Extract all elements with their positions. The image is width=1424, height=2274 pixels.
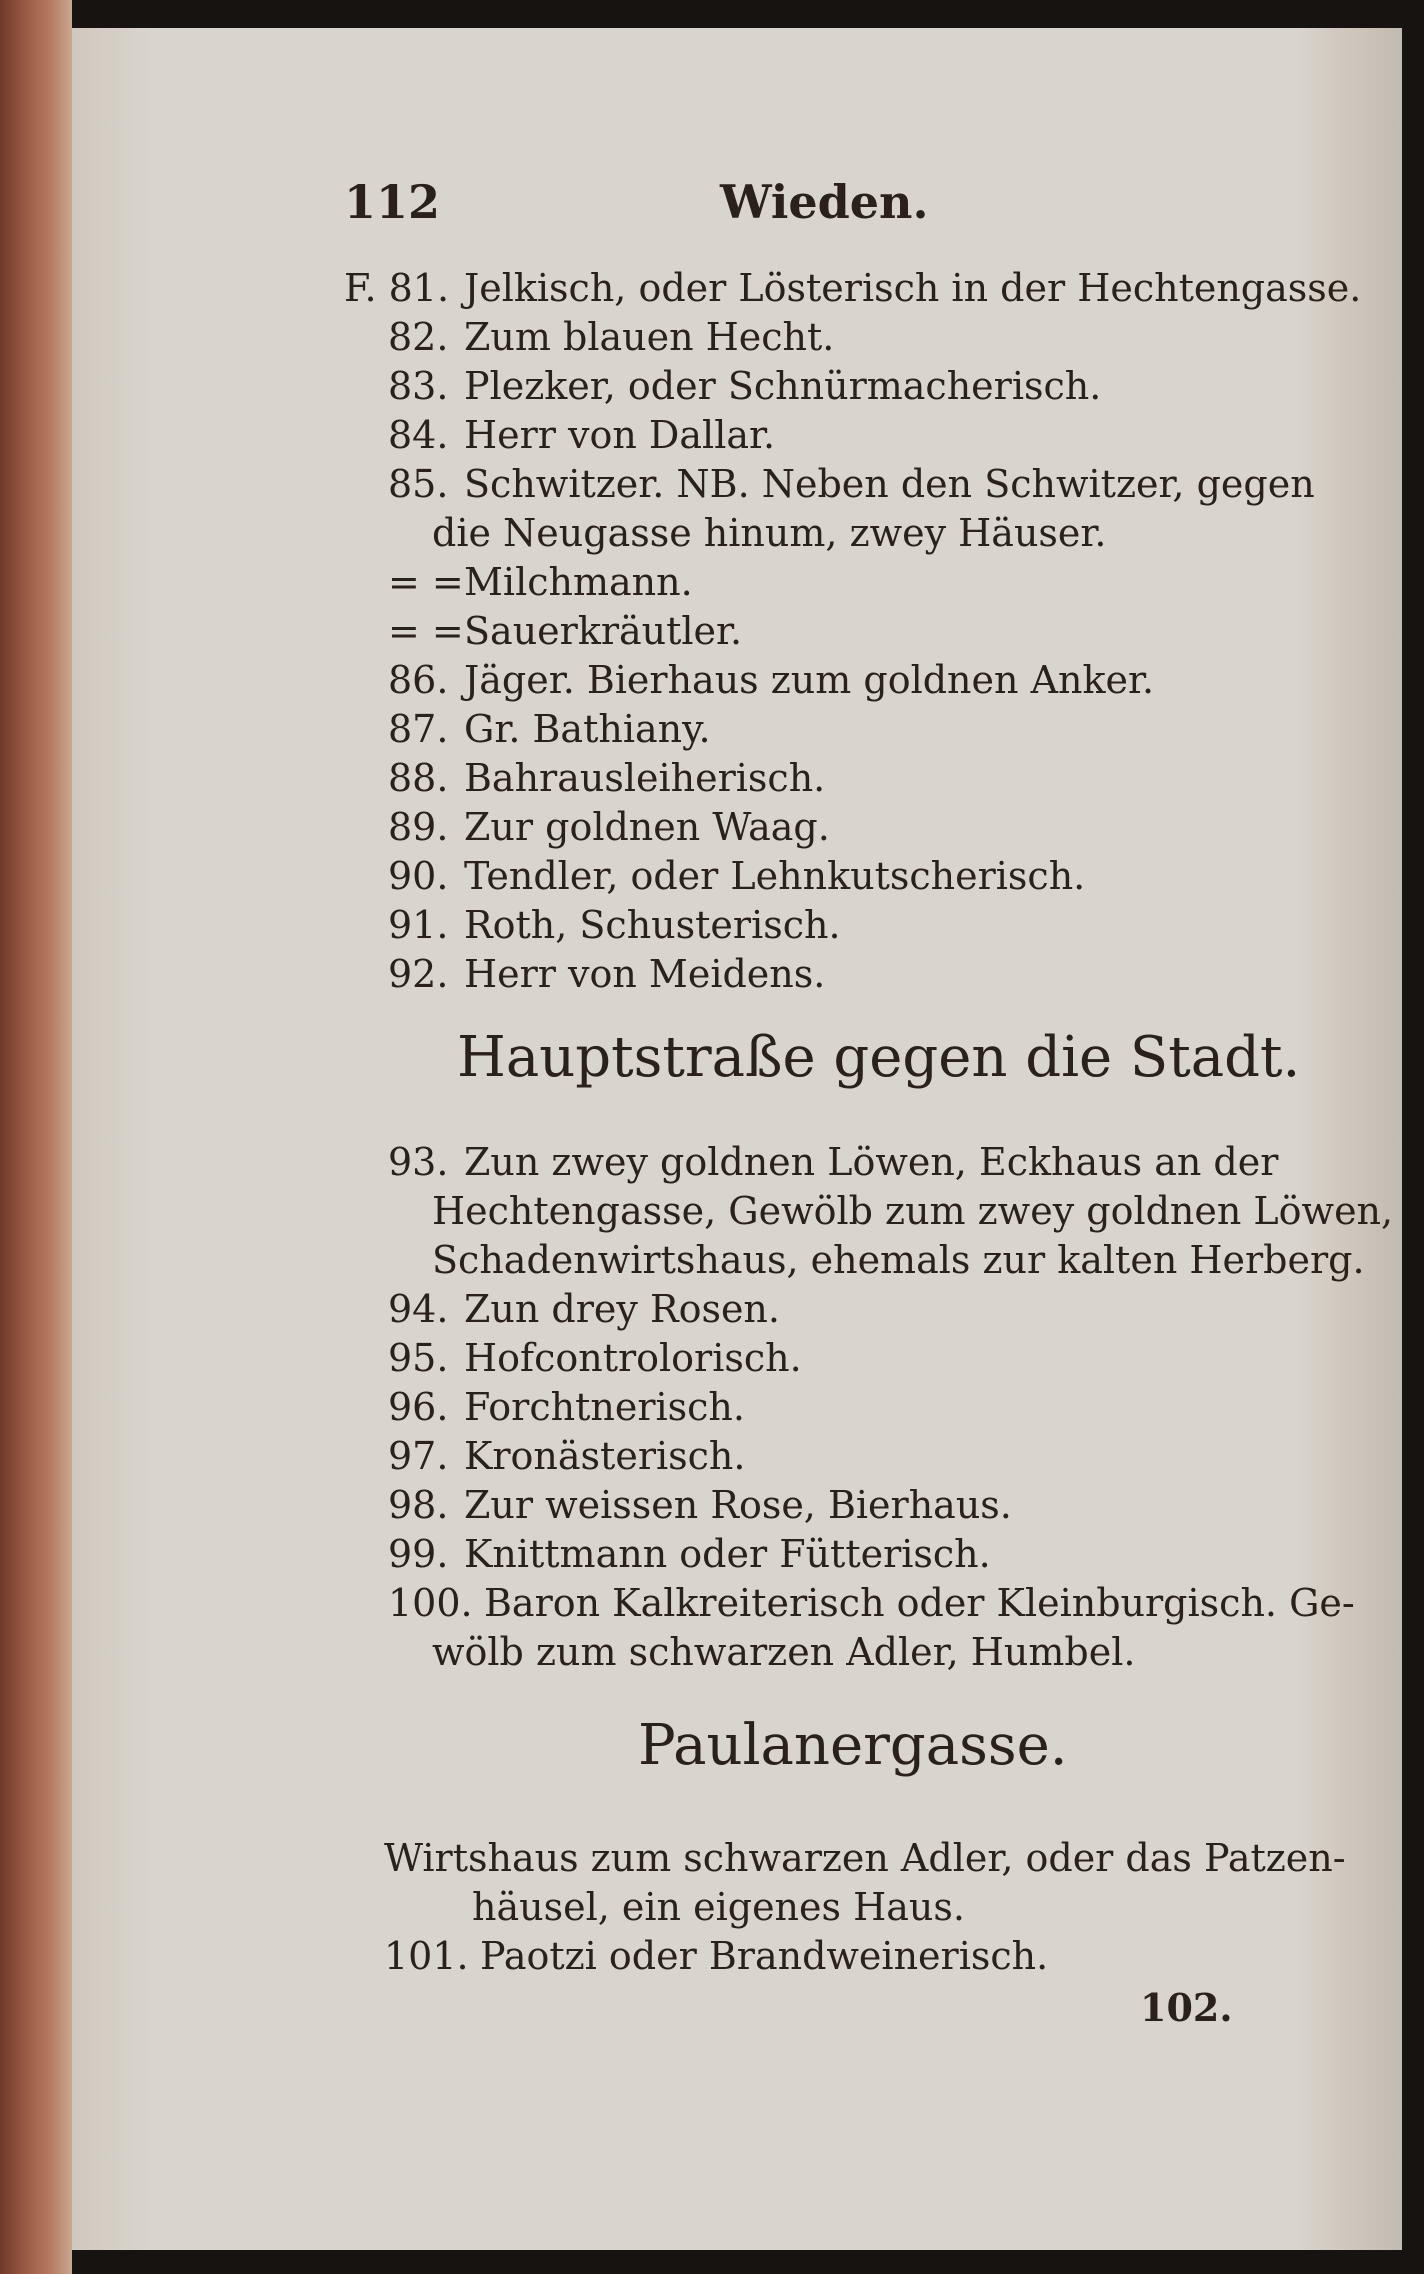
list-item xyxy=(388,658,1154,702)
entry-number: 89. xyxy=(388,805,449,849)
entry-number: 92. xyxy=(388,952,449,996)
list-item xyxy=(384,1934,1048,1978)
entry-number: 101. xyxy=(384,1934,469,1978)
entry-text: Herr von Dallar. xyxy=(464,413,776,457)
list-item xyxy=(388,1532,991,1576)
entry-text: Zur weissen Rose, Bierhaus. xyxy=(464,1483,1012,1527)
entry-text: Zur goldnen Waag. xyxy=(464,805,830,849)
list-item xyxy=(388,1434,745,1478)
entry-number: 93. xyxy=(388,1140,449,1184)
entry-number: 83. xyxy=(388,364,449,408)
entry-text: Zun zwey goldnen Löwen, Eckhaus an der xyxy=(464,1140,1279,1184)
entry-text: Jäger. Bierhaus zum goldnen Anker. xyxy=(464,658,1155,702)
ditto-mark: = = xyxy=(388,609,464,653)
entry-number: 87. xyxy=(388,707,449,751)
entry-number: 90. xyxy=(388,854,449,898)
entry-number: 82. xyxy=(388,315,449,359)
entry-text: wölb zum schwarzen Adler, Humbel. xyxy=(432,1630,1136,1674)
entry-text: Schadenwirtshaus, ehemals zur kalten Herberg. xyxy=(432,1238,1365,1282)
running-head: Wieden. xyxy=(720,175,929,229)
entry-number: 99. xyxy=(388,1532,449,1576)
entry-text: Knittmann oder Fütterisch. xyxy=(464,1532,991,1576)
entry-text: Schwitzer. NB. Neben den Schwitzer, gegen xyxy=(464,462,1315,506)
entry-number: 96. xyxy=(388,1385,449,1429)
ditto-mark: = = xyxy=(388,560,464,604)
list-item xyxy=(388,364,1101,408)
book-binding xyxy=(0,0,72,2274)
list-item xyxy=(388,1483,1012,1527)
list-item-continuation xyxy=(432,1238,1365,1282)
list-item xyxy=(388,952,825,996)
list-item xyxy=(344,266,1361,310)
list-item xyxy=(388,1140,1278,1184)
list-item-continuation xyxy=(432,1630,1135,1674)
list-item xyxy=(388,609,742,653)
entry-number: 94. xyxy=(388,1287,449,1331)
entry-text: Roth, Schusterisch. xyxy=(464,903,841,947)
entry-text: Baron Kalkreiterisch oder Kleinburgisch. Ge- xyxy=(484,1581,1355,1625)
list-item-continuation xyxy=(432,1189,1393,1233)
list-item xyxy=(388,756,825,800)
entry-text: häusel, ein eigenes Haus. xyxy=(472,1885,965,1929)
list-item xyxy=(388,315,834,359)
book-page xyxy=(72,28,1402,2250)
entry-text: Herr von Meidens. xyxy=(464,952,826,996)
list-item xyxy=(388,1385,745,1429)
entry-text: Wirtshaus zum schwarzen Adler, oder das Patzen- xyxy=(384,1836,1346,1880)
entry-text: Zum blauen Hecht. xyxy=(464,315,835,359)
list-item xyxy=(384,1836,1346,1880)
list-item xyxy=(388,854,1085,898)
entry-text: Hechtengasse, Gewölb zum zwey goldnen Löwen, xyxy=(432,1189,1394,1233)
entry-number: 95. xyxy=(388,1336,449,1380)
entry-text: die Neugasse hinum, zwey Häuser. xyxy=(432,511,1107,555)
entry-text: Gr. Bathiany. xyxy=(464,707,711,751)
list-item xyxy=(388,805,830,849)
entry-number: 100. xyxy=(388,1581,473,1625)
entry-text: Jelkisch, oder Lösterisch in der Hechtengasse. xyxy=(464,266,1362,310)
list-item xyxy=(388,1287,780,1331)
list-item xyxy=(388,1581,1355,1625)
entry-number: 97. xyxy=(388,1434,449,1478)
list-item xyxy=(388,707,711,751)
entry-text: Kronästerisch. xyxy=(464,1434,746,1478)
entry-number: 84. xyxy=(388,413,449,457)
catchword: 102. xyxy=(1140,1985,1233,2030)
entry-number: 98. xyxy=(388,1483,449,1527)
entry-text: Forchtnerisch. xyxy=(464,1385,745,1429)
list-item xyxy=(388,560,693,604)
entry-number: F. 81. xyxy=(344,266,450,310)
page-number: 112 xyxy=(344,175,441,229)
section-heading: Paulanergasse. xyxy=(638,1713,1068,1778)
entry-text: Tendler, oder Lehnkutscherisch. xyxy=(464,854,1086,898)
entry-text: Milchmann. xyxy=(464,560,693,604)
list-item xyxy=(388,413,775,457)
entry-text: Hofcontrolorisch. xyxy=(464,1336,802,1380)
list-item xyxy=(388,462,1315,506)
entry-text: Zun drey Rosen. xyxy=(464,1287,780,1331)
entry-text: Bahrausleiherisch. xyxy=(464,756,826,800)
entry-number: 85. xyxy=(388,462,449,506)
entry-text: Paotzi oder Brandweinerisch. xyxy=(480,1934,1049,1978)
entry-number: 86. xyxy=(388,658,449,702)
entry-number: 88. xyxy=(388,756,449,800)
section-heading: Hauptstraße gegen die Stadt. xyxy=(457,1025,1301,1090)
list-item-continuation xyxy=(432,511,1106,555)
entry-text: Sauerkräutler. xyxy=(464,609,743,653)
entry-number: 91. xyxy=(388,903,449,947)
entry-text: Plezker, oder Schnürmacherisch. xyxy=(464,364,1102,408)
list-item-continuation xyxy=(472,1885,965,1929)
list-item xyxy=(388,1336,802,1380)
list-item xyxy=(388,903,841,947)
